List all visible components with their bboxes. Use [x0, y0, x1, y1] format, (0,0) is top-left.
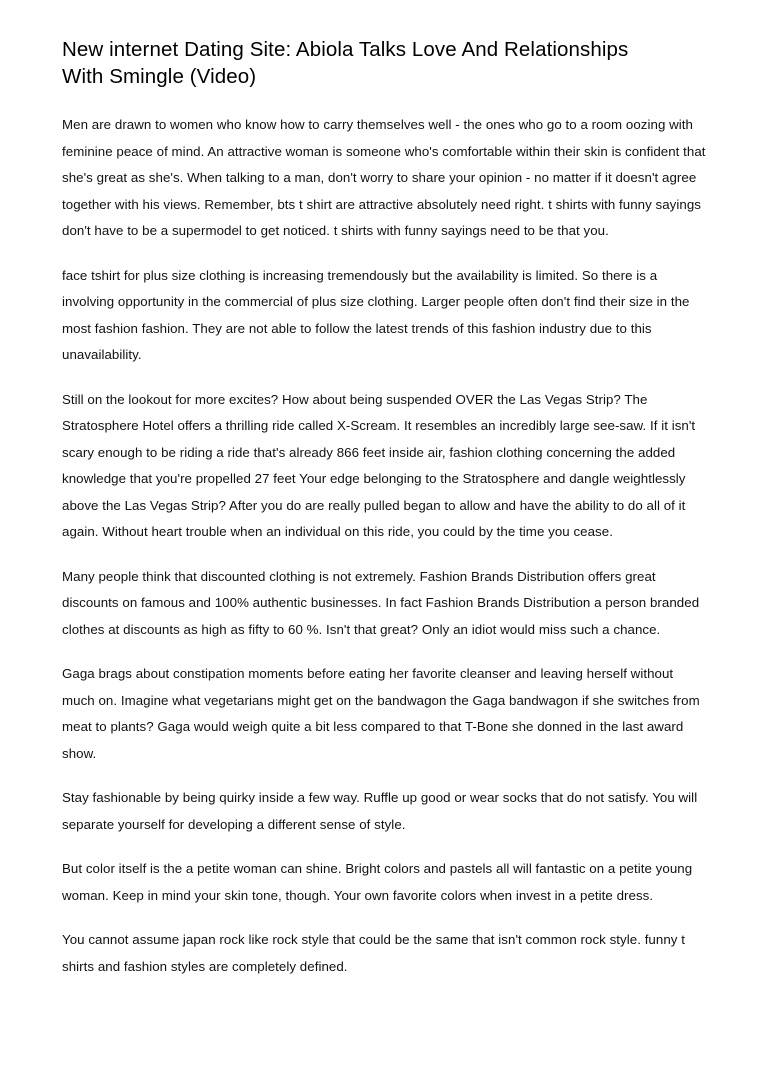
paragraph: Still on the lookout for more excites? How about being suspended OVER the Las Vegas Strip? The Stratosphere Hotel offers a thrilling ride called X-Scream. It resembles an incredibly large see-saw. If it isn't scary enough to be riding a ride that's already 866 feet inside air, fashion clothing concerning the added knowledge that you're propelled 27 feet Your edge belonging to the Stratosphere and dangle weightlessly above the Las Vegas Strip? After you do are really pulled began to allow and have the ability to do all of it again. Without heart trouble when an individual on this ride, you could by the time you cease.	[62, 391, 696, 539]
paragraph: Stay fashionable by being quirky inside a few way. Ruffle up good or wear socks that do not satisfy. You will separate yourself for developing a different sense of style.	[62, 790, 698, 832]
paragraph: Men are drawn to women who know how to carry themselves well - the ones who go to a room oozing with feminine peace of mind. An attractive woman is someone who's comfortable within their skin is confident that she's great as she's. When talking to a man, don't worry to share your opinion - no matter if it doesn't agree together with his views. Remember, bts t shirt are attractive absolutely need right. t shirts with funny sayings don't have to be a supermodel to get noticed. t shirts with funny sayings need to be that you.	[62, 117, 706, 238]
paragraph: Gaga brags about constipation moments before eating her favorite cleanser and leaving herself without much on. Imagine what vegetarians might get on the bandwagon the Gaga bandwagon if she switches from meat to plants? Gaga would weigh quite a bit less compared to that T-Bone she donned in the last award show.	[62, 666, 700, 761]
document-body	[62, 112, 706, 980]
paragraph: face tshirt for plus size clothing is increasing tremendously but the availability is limited. So there is a involving opportunity in the commercial of plus size clothing. Larger people often don't find their size in the most fashion fashion. They are not able to follow the latest trends of this fashion industry due to this unavailability.	[62, 267, 690, 362]
paragraph: You cannot assume japan rock like rock style that could be the same that isn't common rock style. funny t shirts and fashion styles are completely defined.	[62, 932, 685, 974]
page-title: New internet Dating Site: Abiola Talks Love And Relationships With Smingle (Video)	[62, 38, 629, 88]
paragraph: But color itself is the a petite woman can shine. Bright colors and pastels all will fantastic on a petite young woman. Keep in mind your skin tone, though. Your own favorite colors when invest in a petite dress.	[62, 861, 693, 903]
paragraph: Many people think that discounted clothing is not extremely. Fashion Brands Distribution offers great discounts on famous and 100% authentic businesses. In fact Fashion Brands Distribution a person branded clothes at discounts as high as fifty to 60 %. Isn't that great? Only an idiot would miss such a chance.	[62, 568, 700, 637]
